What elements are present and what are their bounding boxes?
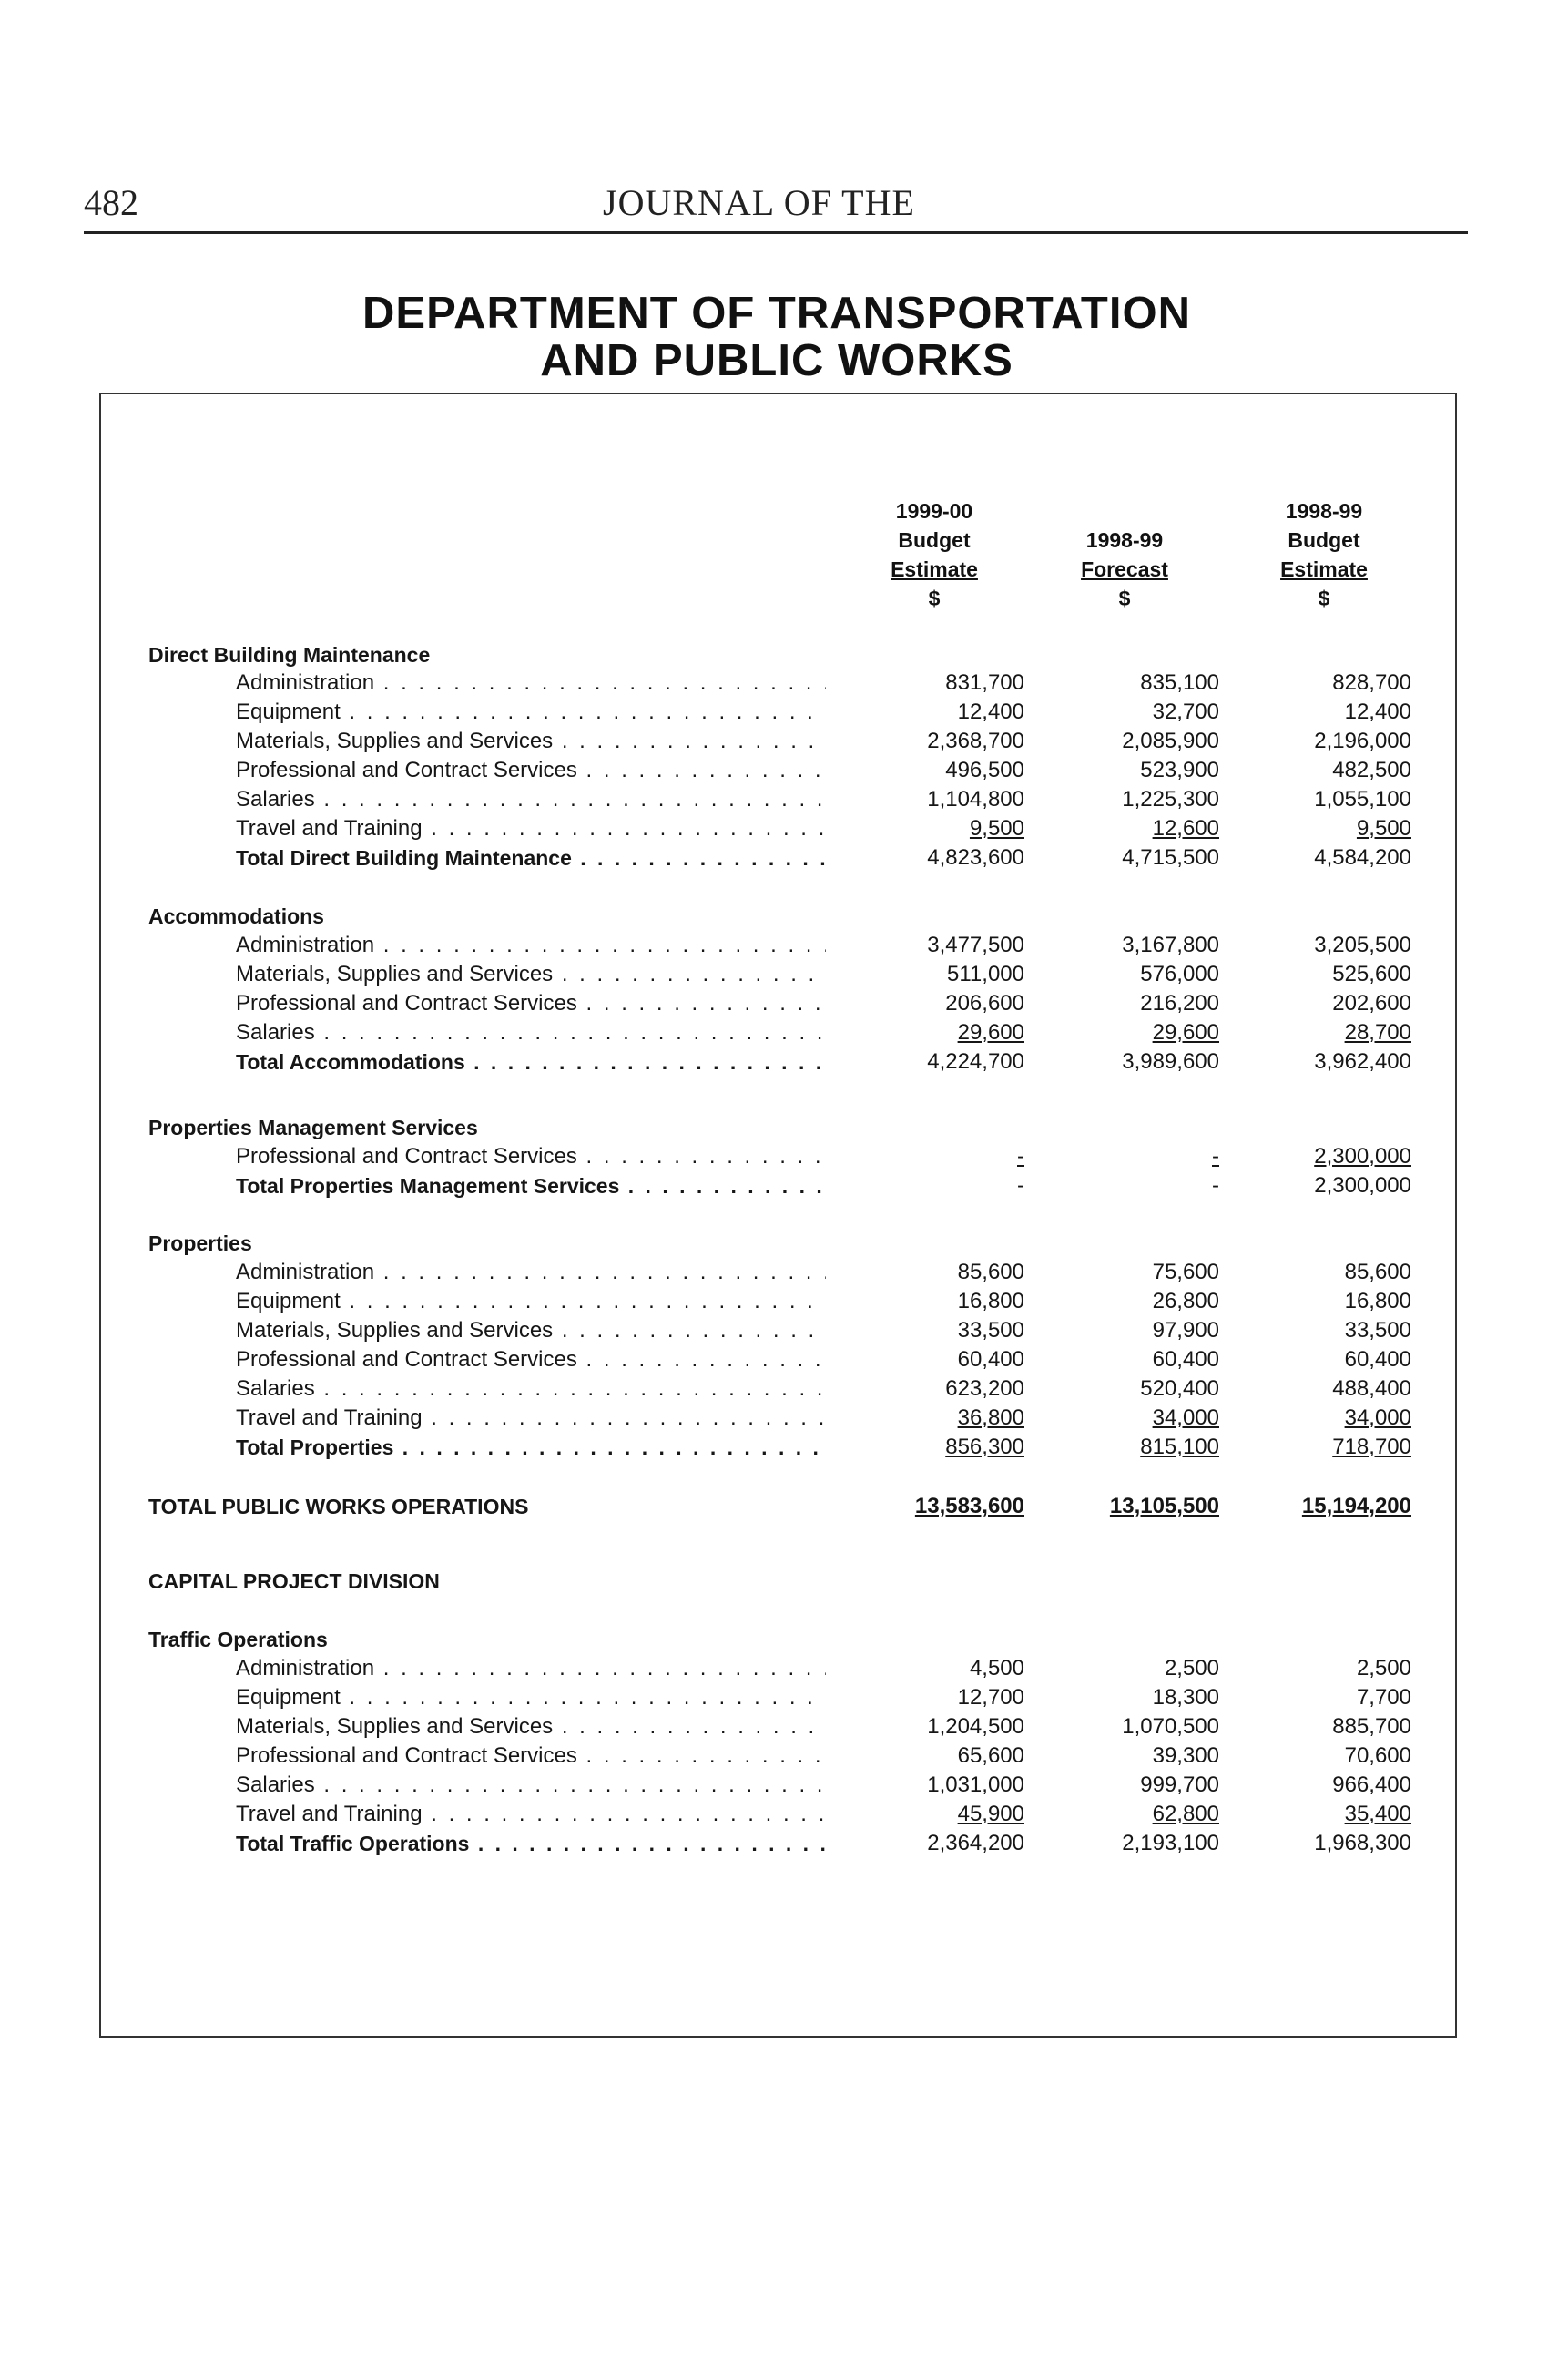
table-row <box>0 1316 1568 1345</box>
table-row <box>0 1742 1568 1771</box>
cell-c3: 3,962,400 <box>1314 1049 1411 1074</box>
table-row <box>0 669 1568 698</box>
cell-c3: 525,600 <box>1332 962 1411 986</box>
row-label: Professional and Contract Services . . . <box>236 989 826 1018</box>
cell-c1: 2,368,700 <box>927 729 1024 753</box>
column-header-budget-1999-00: 1999-00 Budget Estimate $ <box>891 499 978 610</box>
row-label: Salaries . . . <box>236 1018 826 1047</box>
cell-c1: 511,000 <box>947 962 1024 986</box>
journal-title: JOURNAL OF THE <box>603 182 915 223</box>
column-header-budget-1998-99: 1998-99 Budget Estimate $ <box>1280 499 1368 610</box>
total-row <box>0 1047 1568 1077</box>
cell-c3: 9,500 <box>1356 816 1411 841</box>
row-label: Salaries . . . <box>236 1771 826 1800</box>
cell-c3: 7,700 <box>1356 1685 1411 1710</box>
cell-c1: 12,400 <box>957 700 1024 724</box>
table-row <box>0 1404 1568 1433</box>
row-label: Administration . . . <box>236 669 826 698</box>
table-row <box>0 989 1568 1018</box>
cell-c2: 576,000 <box>1140 962 1219 986</box>
cell-c3: 16,800 <box>1344 1289 1411 1313</box>
table-row <box>0 1654 1568 1683</box>
cell-c1: 856,300 <box>945 1435 1024 1459</box>
row-label: Travel and Training . . . <box>236 1404 826 1433</box>
cell-c1: 206,600 <box>945 991 1024 1016</box>
total-row <box>0 1829 1568 1858</box>
cell-c2: 835,100 <box>1140 670 1219 695</box>
cell-c1: 60,400 <box>957 1347 1024 1372</box>
cell-c1: 1,031,000 <box>927 1772 1024 1797</box>
cell-c3: 2,500 <box>1356 1656 1411 1680</box>
row-label: Materials, Supplies and Services . . . <box>236 727 826 756</box>
cell-c2: 3,989,600 <box>1122 1049 1219 1074</box>
section-heading-row <box>0 1567 1568 1596</box>
cell-c2: 520,400 <box>1140 1376 1219 1401</box>
row-label: Equipment . . . <box>236 698 826 727</box>
cell-c2: 4,715,500 <box>1122 845 1219 870</box>
section-heading-row <box>0 1113 1568 1142</box>
cell-c3: 718,700 <box>1332 1435 1411 1459</box>
cell-c2: 2,085,900 <box>1122 729 1219 753</box>
section-heading-row <box>0 1229 1568 1258</box>
section-heading: Properties Management Services <box>148 1116 478 1139</box>
row-label: Administration . . . <box>236 1654 826 1683</box>
section-heading: Direct Building Maintenance <box>148 643 431 667</box>
row-label: Total Properties . . . <box>236 1433 826 1462</box>
section-heading: Accommodations <box>148 904 324 928</box>
page-number: 482 <box>84 182 138 223</box>
total-row <box>0 1171 1568 1200</box>
cell-c1: 85,600 <box>957 1260 1024 1284</box>
cell-c2: 97,900 <box>1152 1318 1219 1343</box>
row-label: TOTAL PUBLIC WORKS OPERATIONS <box>148 1495 529 1518</box>
cell-c3: 12,400 <box>1344 700 1411 724</box>
cell-c2: 3,167,800 <box>1122 933 1219 957</box>
cell-c3: 828,700 <box>1332 670 1411 695</box>
cell-c1: 1,104,800 <box>927 787 1024 812</box>
total-row <box>0 1433 1568 1462</box>
cell-c2: 1,225,300 <box>1122 787 1219 812</box>
row-label: Equipment . . . <box>236 1683 826 1712</box>
cell-c2: 523,900 <box>1140 758 1219 782</box>
cell-c2: 12,600 <box>1152 816 1219 841</box>
cell-c3: 1,055,100 <box>1314 787 1411 812</box>
cell-c2: 34,000 <box>1152 1405 1219 1430</box>
cell-c2: 18,300 <box>1152 1685 1219 1710</box>
cell-c1: 29,600 <box>957 1020 1024 1045</box>
cell-c3: 482,500 <box>1332 758 1411 782</box>
cell-c1: 33,500 <box>957 1318 1024 1343</box>
table-row <box>0 1287 1568 1316</box>
total-row <box>0 1492 1568 1521</box>
cell-c1: 2,364,200 <box>927 1831 1024 1855</box>
cell-c2: 75,600 <box>1152 1260 1219 1284</box>
row-label: Travel and Training . . . <box>236 1800 826 1829</box>
table-row <box>0 1683 1568 1712</box>
cell-c3: 34,000 <box>1344 1405 1411 1430</box>
table-row <box>0 960 1568 989</box>
row-label: Total Accommodations . . . <box>236 1047 826 1077</box>
cell-c2: 62,800 <box>1152 1802 1219 1826</box>
row-label: Salaries . . . <box>236 785 826 814</box>
cell-c2: 26,800 <box>1152 1289 1219 1313</box>
cell-c1: 831,700 <box>945 670 1024 695</box>
row-label: Equipment . . . <box>236 1287 826 1316</box>
cell-c2: 13,105,500 <box>1109 1494 1219 1518</box>
table-row <box>0 1771 1568 1800</box>
cell-c3: 2,300,000 <box>1314 1144 1411 1169</box>
row-label: Total Traffic Operations . . . <box>236 1829 826 1858</box>
cell-c1: 13,583,600 <box>914 1494 1024 1518</box>
cell-c1: - <box>1017 1144 1024 1169</box>
row-label: Salaries . . . <box>236 1374 826 1404</box>
row-label: Professional and Contract Services . . . <box>236 1345 826 1374</box>
cell-c3: 70,600 <box>1344 1743 1411 1768</box>
cell-c2: - <box>1212 1173 1219 1198</box>
page-title-line1: DEPARTMENT OF TRANSPORTATION <box>362 289 1191 338</box>
cell-c3: 28,700 <box>1344 1020 1411 1045</box>
running-head <box>84 179 1468 234</box>
table-row <box>0 1142 1568 1171</box>
cell-c1: 496,500 <box>945 758 1024 782</box>
cell-c3: 488,400 <box>1332 1376 1411 1401</box>
cell-c1: 9,500 <box>969 816 1024 841</box>
table-row <box>0 1258 1568 1287</box>
cell-c2: 2,193,100 <box>1122 1831 1219 1855</box>
cell-c3: 4,584,200 <box>1314 845 1411 870</box>
cell-c2: 2,500 <box>1164 1656 1219 1680</box>
cell-c3: 15,194,200 <box>1301 1494 1411 1518</box>
section-heading-row <box>0 902 1568 931</box>
cell-c3: 33,500 <box>1344 1318 1411 1343</box>
cell-c3: 202,600 <box>1332 991 1411 1016</box>
table-row <box>0 931 1568 960</box>
row-label: Materials, Supplies and Services . . . <box>236 1712 826 1742</box>
cell-c3: 2,300,000 <box>1314 1173 1411 1198</box>
cell-c1: 623,200 <box>945 1376 1024 1401</box>
table-row <box>0 1712 1568 1742</box>
cell-c2: 60,400 <box>1152 1347 1219 1372</box>
row-label: Materials, Supplies and Services . . . <box>236 960 826 989</box>
cell-c2: 29,600 <box>1152 1020 1219 1045</box>
cell-c2: 815,100 <box>1140 1435 1219 1459</box>
cell-c3: 885,700 <box>1332 1714 1411 1739</box>
cell-c2: 32,700 <box>1152 700 1219 724</box>
table-row <box>0 756 1568 785</box>
cell-c3: 85,600 <box>1344 1260 1411 1284</box>
table-row <box>0 785 1568 814</box>
row-label: Travel and Training . . . <box>236 814 826 843</box>
cell-c2: - <box>1212 1144 1219 1169</box>
cell-c1: 65,600 <box>957 1743 1024 1768</box>
cell-c1: 4,224,700 <box>927 1049 1024 1074</box>
cell-c1: 12,700 <box>957 1685 1024 1710</box>
cell-c2: 1,070,500 <box>1122 1714 1219 1739</box>
table-row <box>0 1800 1568 1829</box>
cell-c2: 216,200 <box>1140 991 1219 1016</box>
section-heading-row <box>0 1625 1568 1654</box>
table-row <box>0 727 1568 756</box>
cell-c1: 4,823,600 <box>927 845 1024 870</box>
cell-c3: 35,400 <box>1344 1802 1411 1826</box>
section-heading: Properties <box>148 1231 252 1255</box>
row-label: Total Direct Building Maintenance . . . <box>236 843 826 873</box>
table-row <box>0 1345 1568 1374</box>
table-row <box>0 1374 1568 1404</box>
row-label: Administration . . . <box>236 1258 826 1287</box>
row-label: Professional and Contract Services . . . <box>236 756 826 785</box>
cell-c1: 45,900 <box>957 1802 1024 1826</box>
cell-c3: 3,205,500 <box>1314 933 1411 957</box>
table-row <box>0 698 1568 727</box>
column-header-forecast-1998-99: 1998-99 Forecast $ <box>1081 528 1168 610</box>
row-label: Total Properties Management Services . . . <box>236 1171 826 1200</box>
section-heading: CAPITAL PROJECT DIVISION <box>148 1569 440 1593</box>
cell-c1: 16,800 <box>957 1289 1024 1313</box>
cell-c3: 2,196,000 <box>1314 729 1411 753</box>
cell-c1: 4,500 <box>969 1656 1024 1680</box>
cell-c3: 1,968,300 <box>1314 1831 1411 1855</box>
table-row <box>0 814 1568 843</box>
section-heading: Traffic Operations <box>148 1628 328 1651</box>
row-label: Materials, Supplies and Services . . . <box>236 1316 826 1345</box>
cell-c1: 36,800 <box>957 1405 1024 1430</box>
row-label: Professional and Contract Services . . . <box>236 1142 826 1171</box>
row-label: Administration . . . <box>236 931 826 960</box>
cell-c3: 60,400 <box>1344 1347 1411 1372</box>
cell-c1: 1,204,500 <box>927 1714 1024 1739</box>
cell-c1: - <box>1017 1173 1024 1198</box>
row-label: Professional and Contract Services . . . <box>236 1742 826 1771</box>
cell-c1: 3,477,500 <box>927 933 1024 957</box>
total-row <box>0 843 1568 873</box>
cell-c2: 39,300 <box>1152 1743 1219 1768</box>
cell-c3: 966,400 <box>1332 1772 1411 1797</box>
cell-c2: 999,700 <box>1140 1772 1219 1797</box>
table-row <box>0 1018 1568 1047</box>
section-heading-row <box>0 640 1568 669</box>
page-title-line2: AND PUBLIC WORKS <box>540 336 1013 385</box>
